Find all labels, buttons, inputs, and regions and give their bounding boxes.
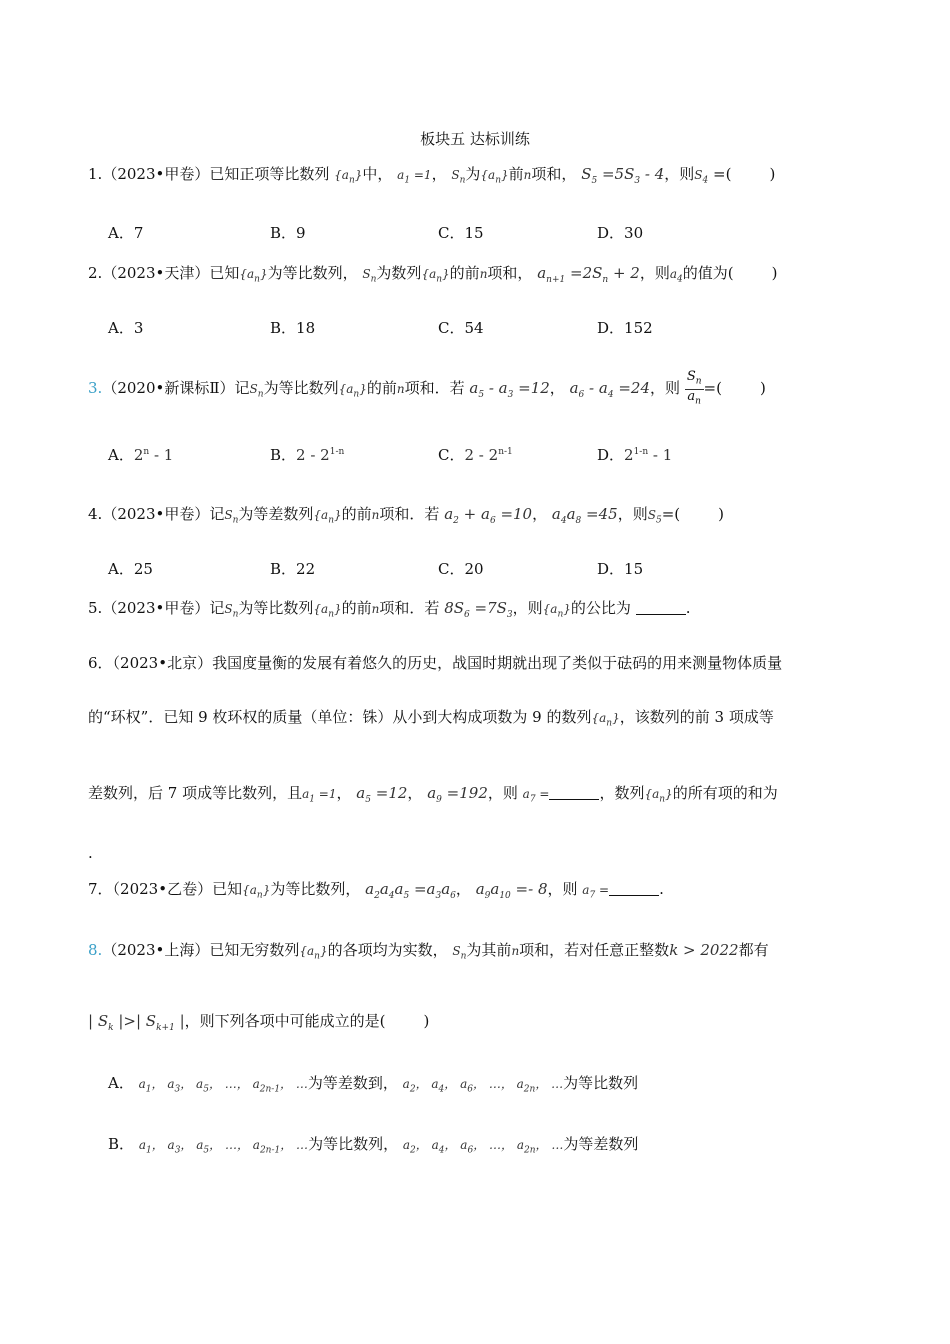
q2-option-a[interactable]: A．3 xyxy=(108,319,144,337)
math-seq-an: $\{a_n\}$ xyxy=(480,168,509,186)
q4-option-d[interactable]: D．15 xyxy=(597,560,644,578)
math-a2-plus-a6: $a_2 + a_6 =10$ xyxy=(444,505,533,526)
math-seq-an: $\{a_n\}$ xyxy=(542,602,571,620)
math-a4: $a_4$ xyxy=(669,267,683,285)
math-seq-an: $\{a_n\}$ xyxy=(239,267,268,285)
q2-option-b[interactable]: B．18 xyxy=(270,319,316,337)
q1-option-d[interactable]: D．30 xyxy=(597,224,644,242)
math-odd-terms: $a_1$， $a_3$， $a_5$， …， $a_{2n-1}$， … xyxy=(138,1138,309,1156)
math-s5-eq: $S_5 =5S_3 - 4$ xyxy=(581,165,665,186)
answer-blank-a7[interactable] xyxy=(609,881,659,896)
q1-option-a[interactable]: A．7 xyxy=(108,224,144,242)
math-sn: $S_n$ xyxy=(451,168,466,186)
math-a1-eq-1: $a_1 =1$ xyxy=(397,168,432,186)
q8-option-a[interactable]: A． $a_1$， $a_3$， $a_5$， …， $a_{2n-1}$， …为等差数到， $a_2$， $a_4$， $a_6$， …， $a_{2n}$， …为等比数列 xyxy=(108,1074,639,1095)
q4-option-c[interactable]: C．20 xyxy=(438,560,484,578)
math-a7: $a_7$ = xyxy=(582,883,610,901)
math-sn: $S_n$ xyxy=(362,267,377,285)
math-seq-an: $\{a_n\}$ xyxy=(299,944,328,962)
math-sn: $S_n$ xyxy=(249,382,264,400)
question-5: 5.（2023•甲卷）记$S_n$为等比数列$\{a_n\}$的前n项和．若 $8S_6 =7S_3$，则$\{a_n\}$的公比为 . xyxy=(88,599,691,620)
math-a9-eq-192: $a_9 =192$ xyxy=(427,784,488,805)
q1-option-b[interactable]: B．9 xyxy=(270,224,306,242)
q3-option-d[interactable]: D．2$^{1-n}$ - 1 xyxy=(597,446,673,464)
question-7: 7．（2023•乙卷）已知$\{a_n\}$为等比数列， $a_2a_4a_5 =a_3a_6$， $a_9a_{10} =- 8$，则 $a_7$ = . xyxy=(88,880,664,901)
math-seq-an: $\{a_n\}$ xyxy=(334,168,363,186)
math-sn: $S_n$ xyxy=(452,944,467,962)
question-8-line-2: | $S_k$ |>| $S_{k+1}$ |，则下列各项中可能成立的是( ) xyxy=(88,1012,430,1033)
math-a4a8: $a_4a_8 =45$ xyxy=(551,505,618,526)
math-seq-an: $\{a_n\}$ xyxy=(338,382,367,400)
math-n: n xyxy=(511,944,520,958)
math-recurrence: $a_{n+1} =2S_n + 2$ xyxy=(537,264,640,285)
question-6-line-3: 差数列，后 7 项成等比数列，且$a_1 =1$， $a_5 =12$， $a_9 =192$，则 $a_7$ = ，数列$\{a_n\}$的所有项的和为 xyxy=(88,784,778,805)
math-product-eq: $a_2a_4a_5 =a_3a_6$ xyxy=(365,880,456,901)
question-6-line-1: 6．（2023•北京）我国度量衡的发展有着悠久的历史，战国时期就出现了类似于砝码的用来测量物体质量 xyxy=(88,654,783,672)
math-seq-an: $\{a_n\}$ xyxy=(313,602,342,620)
q2-option-d[interactable]: D．152 xyxy=(597,319,653,337)
question-8: 8.（2023•上海）已知无穷数列$\{a_n\}$的各项均为实数， $S_n$为其前n项和，若对任意正整数k > 2022都有 xyxy=(88,941,769,962)
q2-option-c[interactable]: C．54 xyxy=(438,319,484,337)
math-frac-sn-an: $\frac{S_n}{a_n}$ xyxy=(686,369,702,407)
math-a9a10: $a_9a_{10} =- 8$ xyxy=(475,880,548,901)
math-a7: $a_7$ = xyxy=(522,787,550,805)
math-seq-an: $\{a_n\}$ xyxy=(313,508,342,526)
math-seq-an: $\{a_n\}$ xyxy=(644,787,673,805)
q3-option-c[interactable]: C．2 - 2$^{n-1}$ xyxy=(438,446,513,464)
math-n: n xyxy=(371,602,380,616)
math-even-terms: $a_2$， $a_4$， $a_6$， …， $a_{2n}$， … xyxy=(402,1138,564,1156)
math-sn: $S_n$ xyxy=(224,508,239,526)
math-sn: $S_n$ xyxy=(224,602,239,620)
math-n: n xyxy=(396,382,405,397)
q8-option-b[interactable]: B． $a_1$， $a_3$， $a_5$， …， $a_{2n-1}$， …为等比数列， $a_2$， $a_4$， $a_6$， …， $a_{2n}$， …为等差数列 xyxy=(108,1135,639,1156)
q3-option-a[interactable]: A．2$^n$ - 1 xyxy=(108,446,174,464)
math-s5: $S_5$ xyxy=(647,508,662,526)
math-a5-minus-a3: $a_5 - a_3 =12$ xyxy=(469,379,550,401)
math-s4: $S_4$ xyxy=(694,168,709,186)
math-k-gt-2022: k > 2022 xyxy=(669,941,739,959)
question-3: 3.（2020•新课标Ⅱ）记$S_n$为等比数列$\{a_n\}$的前n项和．若 $a_5 - a_3 =12$， $a_6 - a_4 =24$，则 $\frac{S_n}{a_n}$ =( ) xyxy=(88,369,766,407)
math-even-terms: $a_2$， $a_4$， $a_6$， …， $a_{2n}$， … xyxy=(402,1077,564,1095)
page-title: 板块五 达标训练 xyxy=(420,130,530,148)
math-seq-an: $\{a_n\}$ xyxy=(242,883,271,901)
question-4: 4.（2023•甲卷）记$S_n$为等差数列$\{a_n\}$的前n项和．若 $a_2 + a_6 =10$， $a_4a_8 =45$，则$S_5=$( ) xyxy=(88,505,724,526)
question-2: 2.（2023•天津）已知$\{a_n\}$为等比数列， $S_n$为数列$\{a_n\}$的前n项和， $a_{n+1} =2S_n + 2$，则$a_4$的值为( ) xyxy=(88,264,778,285)
answer-blank[interactable] xyxy=(636,600,686,615)
math-a1-eq-1: $a_1 =1$ xyxy=(302,787,337,805)
math-a5-eq-12: $a_5 =12$ xyxy=(356,784,408,805)
question-1: 1.（2023•甲卷）已知正项等比数列 $\{a_n\}$中， $a_1 =1$， $S_n$为$\{a_n\}$前n项和， $S_5 =5S_3 - 4$，则$S_4$ =( ) xyxy=(88,165,776,186)
math-n: n xyxy=(479,267,488,281)
q1-option-c[interactable]: C．15 xyxy=(438,224,484,242)
q4-option-a[interactable]: A．25 xyxy=(108,560,153,578)
question-6-line-4: . xyxy=(88,844,93,862)
answer-blank-a7[interactable] xyxy=(549,785,599,800)
math-n: n xyxy=(523,168,532,182)
math-seq-an: $\{a_n\}$ xyxy=(421,267,450,285)
question-6-line-2: 的“环权”．已知 9 枚环权的质量（单位：铢）从小到大构成项数为 9 的数列$\{a_n\}$，该数列的前 3 项成等 xyxy=(88,708,774,729)
math-odd-terms: $a_1$， $a_3$， $a_5$， …， $a_{2n-1}$， … xyxy=(138,1077,308,1095)
math-seq-an: $\{a_n\}$ xyxy=(591,711,620,729)
math-8s6-eq-7s3: $8S_6 =7S_3$ xyxy=(444,599,513,620)
q4-option-b[interactable]: B．22 xyxy=(270,560,316,578)
math-n: n xyxy=(371,508,380,522)
q3-option-b[interactable]: B．2 - 2$^{1-n}$ xyxy=(270,446,345,464)
math-a6-minus-a4: $a_6 - a_4 =24$ xyxy=(569,379,651,401)
math-abs-ineq: | $S_k$ |>| $S_{k+1}$ | xyxy=(88,1012,185,1033)
